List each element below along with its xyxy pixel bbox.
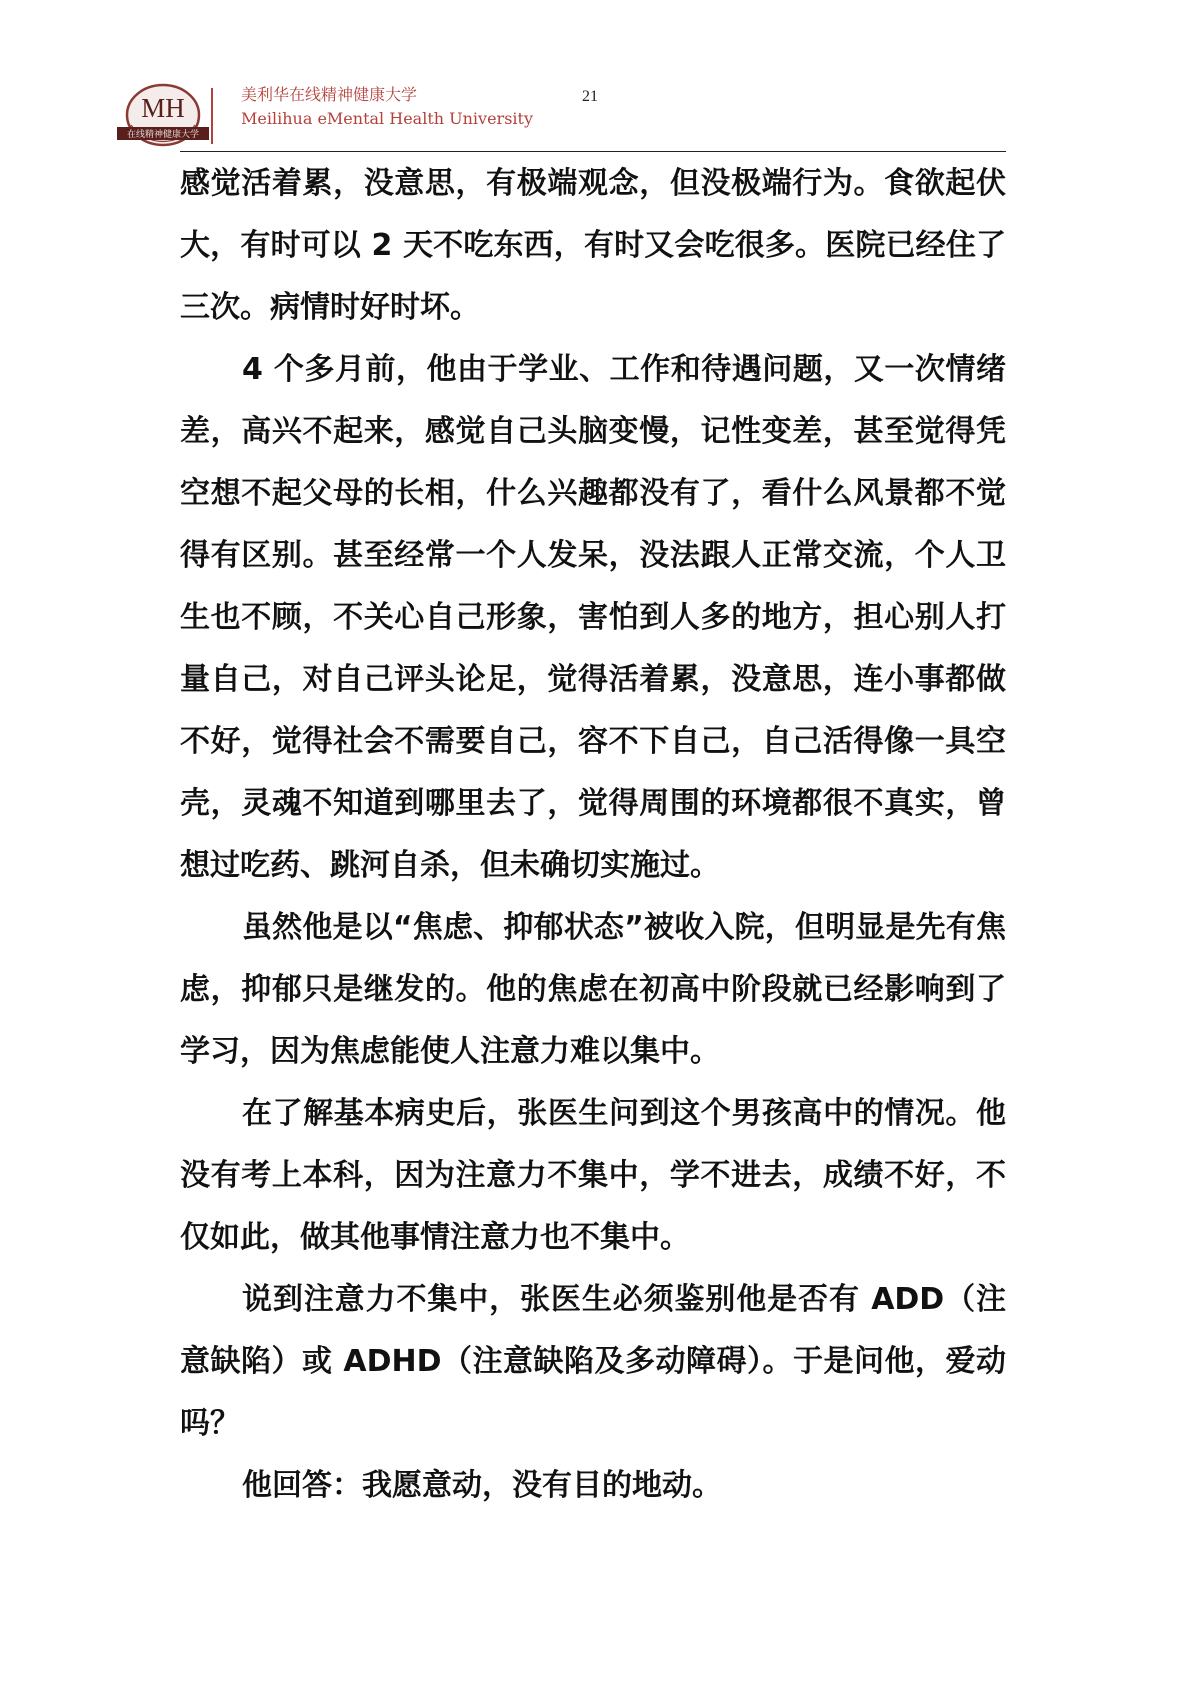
university-name-en: Meilihua eMental Health University — [241, 109, 533, 128]
university-logo — [116, 77, 210, 157]
logo-text: MH — [141, 93, 185, 123]
paragraph: 4 个多月前，他由于学业、工作和待遇问题，又一次情绪差，高兴不起来，感觉自己头脑变慢，记性变差，甚至觉得凭空想不起父母的长相，什么兴趣都没有了，看什么风景都不觉得有区别。甚至经常一个人发呆，没法跟人正常交流，个人卫生也不顾，不关心自己形象，害怕到人多的地方，担心别人打量自己，对自己评头论足，觉得活着累，没意思，连小事都做不好，觉得社会不需要自己，容不下自己，自己活得像一具空壳，灵魂不知道到哪里去了，觉得周围的环境都很不真实，曾想过吃药、跳河自杀，但未确切实施过。 — [180, 352, 1006, 883]
paragraph: 他回答：我愿意动，没有目的地动。 — [242, 1468, 722, 1503]
logo-subtext: 在线精神健康大学 — [126, 130, 200, 140]
body-text — [180, 153, 1006, 1517]
header-rule — [180, 151, 1006, 152]
paragraph: 在了解基本病史后，张医生问到这个男孩高中的情况。他没有考上本科，因为注意力不集中，学不进去，成绩不好，不仅如此，做其他事情注意力也不集中。 — [180, 1096, 1006, 1255]
paragraph: 虽然他是以“焦虑、抑郁状态”被收入院，但明显是先有焦虑，抑郁只是继发的。他的焦虑在初高中阶段就已经影响到了学习，因为焦虑能使人注意力难以集中。 — [180, 910, 1006, 1069]
page-number: 21 — [582, 88, 598, 105]
paragraph: 说到注意力不集中，张医生必须鉴别他是否有 ADD（注意缺陷）或 ADHD（注意缺陷及多动障碍）。于是问他，爱动吗？ — [180, 1282, 1006, 1441]
university-name-cn: 美利华在线精神健康大学 — [241, 85, 418, 104]
paragraph: 感觉活着累，没意思，有极端观念，但没极端行为。食欲起伏大，有时可以 2 天不吃东西，有时又会吃很多。医院已经住了三次。病情时好时坏。 — [180, 166, 1006, 325]
page-header — [0, 0, 1190, 160]
header-divider — [211, 88, 213, 144]
